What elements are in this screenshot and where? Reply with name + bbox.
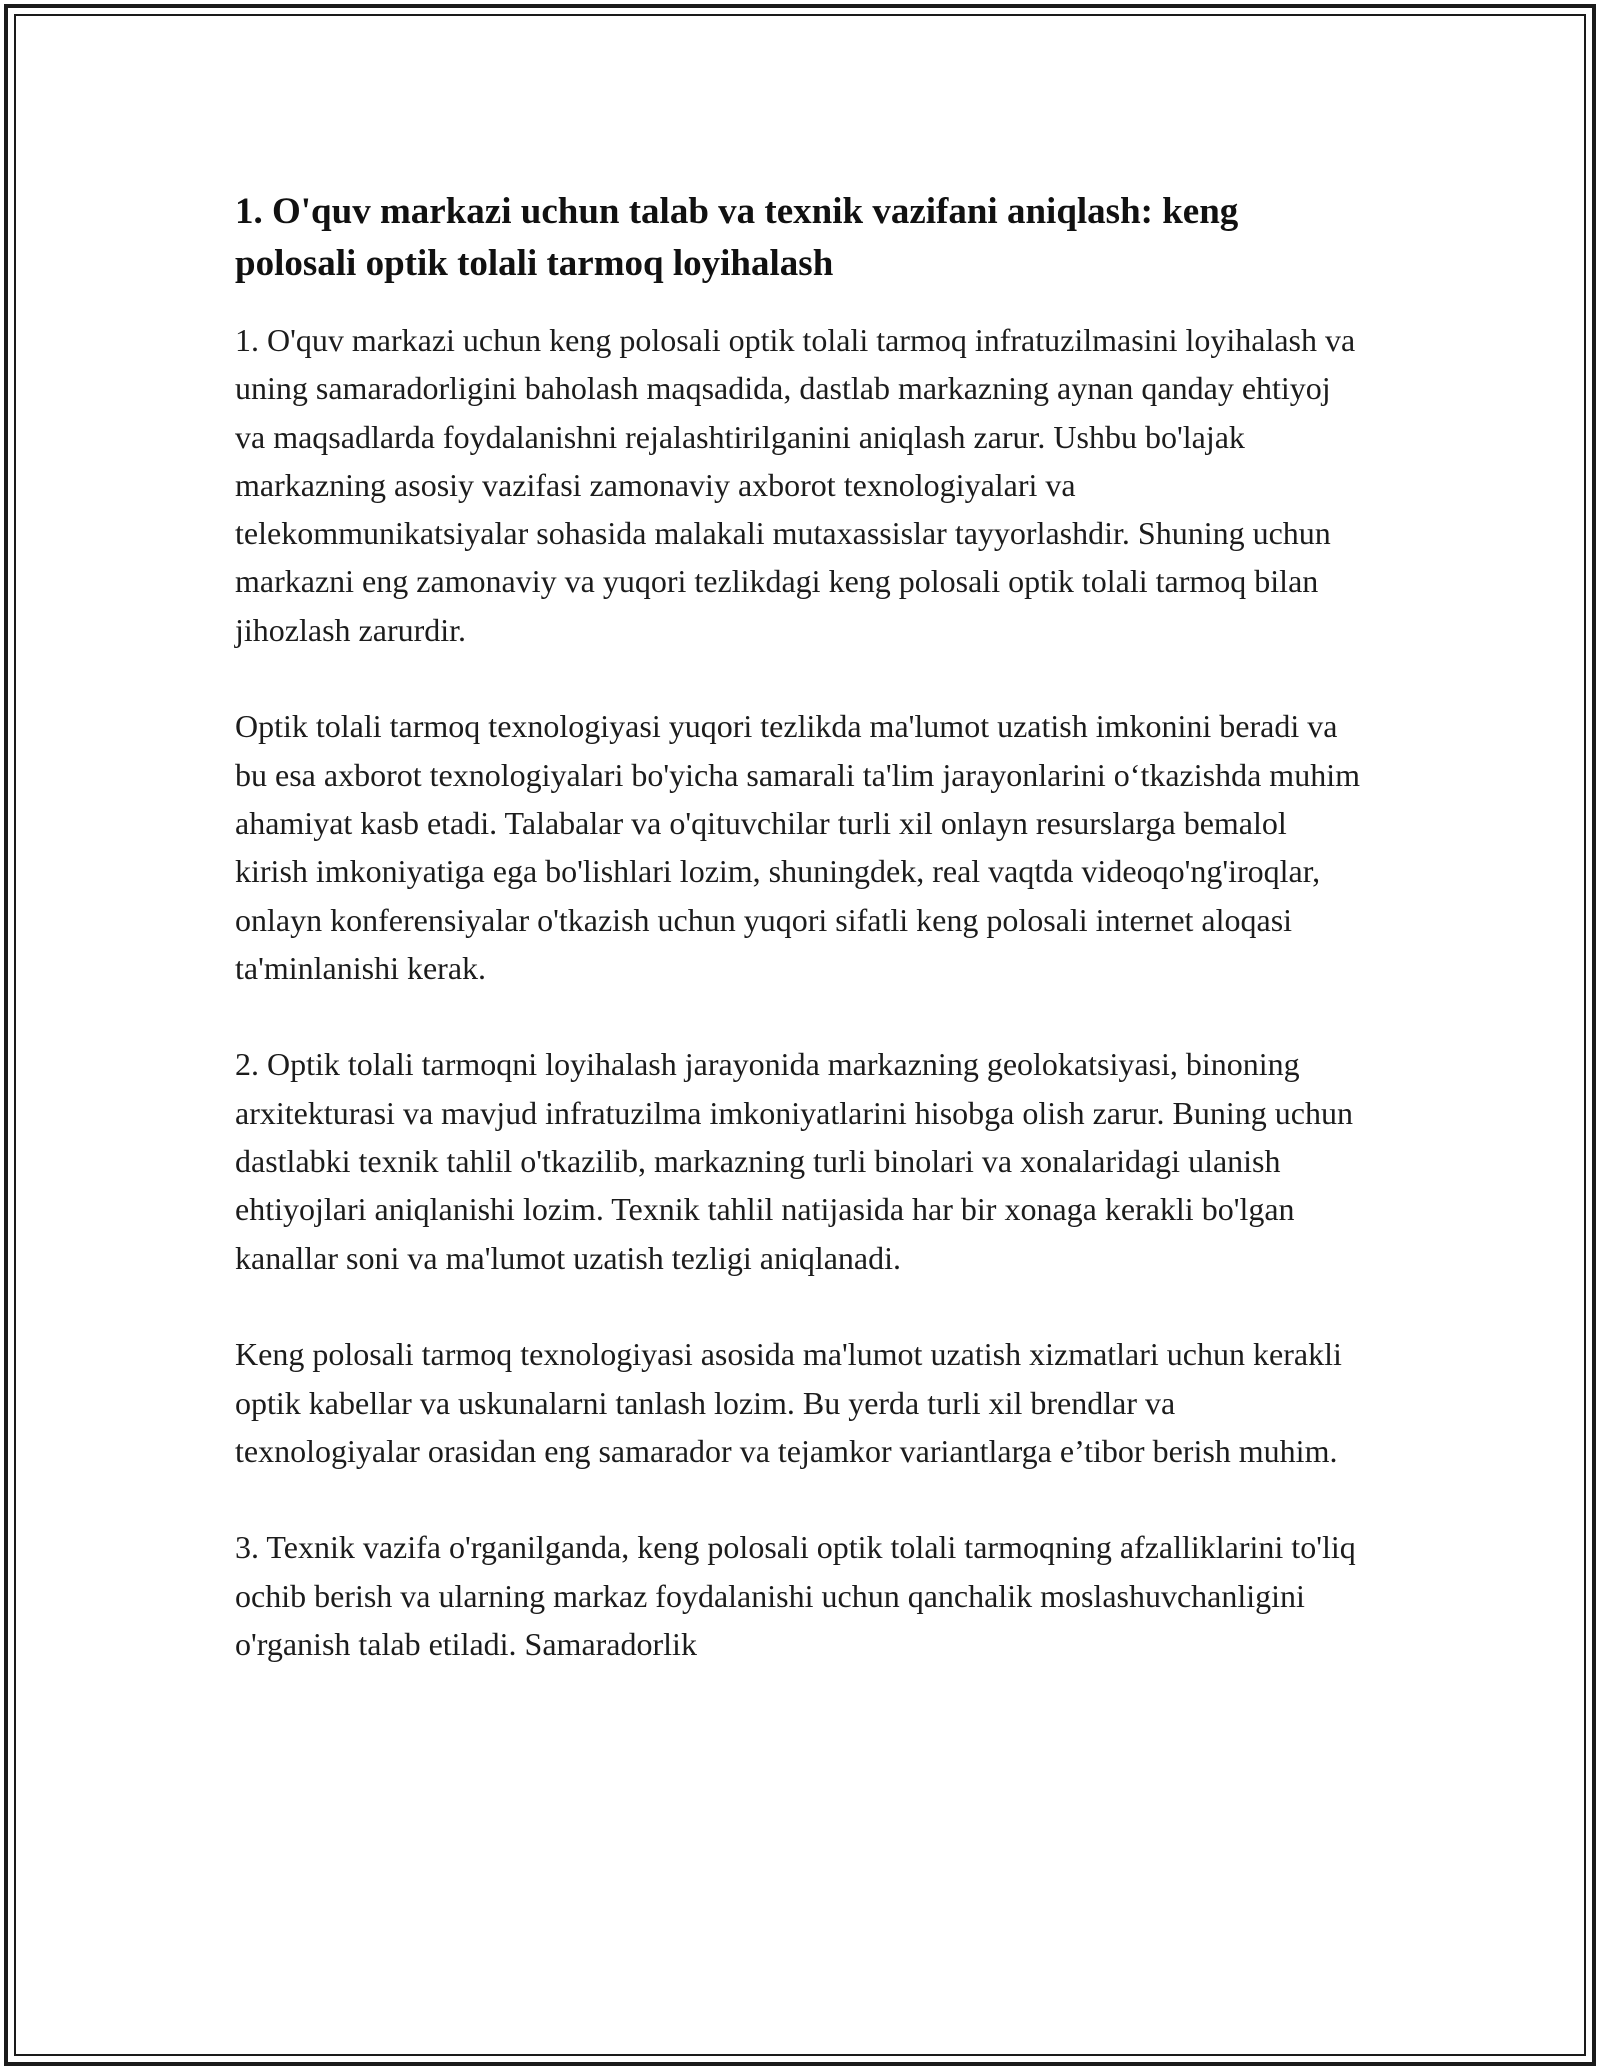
paragraph-4: Keng polosali tarmoq texnologiyasi asosida ma'lumot uzatish xizmatlari uchun kerakli optik kabellar va uskunalarni tanlash lozim. Bu yerda turli xil brendlar va texnologiyalar orasidan eng samarador va tejamkor variantlarga e’tibor berish muhim. xyxy=(235,1336,1342,1469)
document-title: 1. O'quv markazi uchun talab va texnik vazifani aniqlash: keng polosali optik tolali tarmoq loyihalash xyxy=(235,191,1239,284)
paragraph-5: 3. Texnik vazifa o'rganilganda, keng polosali optik tolali tarmoqning afzalliklarini to'liq ochib berish va ularning markaz foydalanishi uchun qanchalik moslashuvchanligini o'rganish talab etiladi. Samaradorlik xyxy=(235,1529,1356,1663)
document-body xyxy=(235,186,1365,1717)
paragraph-1: 1. O'quv markazi uchun keng polosali optik tolali tarmoq infratuzilmasini loyihalash va uning samaradorligini baholash maqsadida, dastlab markazning aynan qanday ehtiyoj va maqsadlarda foydalanishni rejalashtirilganini aniqlash zarur. Ushbu bo'lajak markazning asosiy vazifasi zamonaviy axborot texnologiyalari va telekommunikatsiyalar sohasida malakali mutaxassislar tayyorlashdir. Shuning uchun markazni eng zamonaviy va yuqori tezlikdagi keng polosali optik tolali tarmoq bilan jihozlash zarurdir. xyxy=(235,322,1356,648)
paragraph-3: 2. Optik tolali tarmoqni loyihalash jarayonida markazning geolokatsiyasi, binoning arxitekturasi va mavjud infratuzilma imkoniyatlarini hisobga olish zarur. Buning uchun dastlabki texnik tahlil o'tkazilib, markazning turli binolari va xonalaridagi ulanish ehtiyojlari aniqlanishi lozim. Texnik tahlil natijasida har bir xonaga kerakli bo'lgan kanallar soni va ma'lumot uzatish tezligi aniqlanadi. xyxy=(235,1046,1353,1276)
paragraph-2: Optik tolali tarmoq texnologiyasi yuqori tezlikda ma'lumot uzatish imkonini beradi va bu esa axborot texnologiyalari bo'yicha samarali ta'lim jarayonlarini o‘tkazishda muhim ahamiyat kasb etadi. Talabalar va o'qituvchilar turli xil onlayn resurslarga bemalol kirish imkoniyatiga ega bo'lishlari lozim, shuningdek, real vaqtda videoqo'ng'iroqlar, onlayn konferensiyalar o'tkazish uchun yuqori sifatli keng polosali internet aloqasi ta'minlanishi kerak. xyxy=(235,708,1360,986)
